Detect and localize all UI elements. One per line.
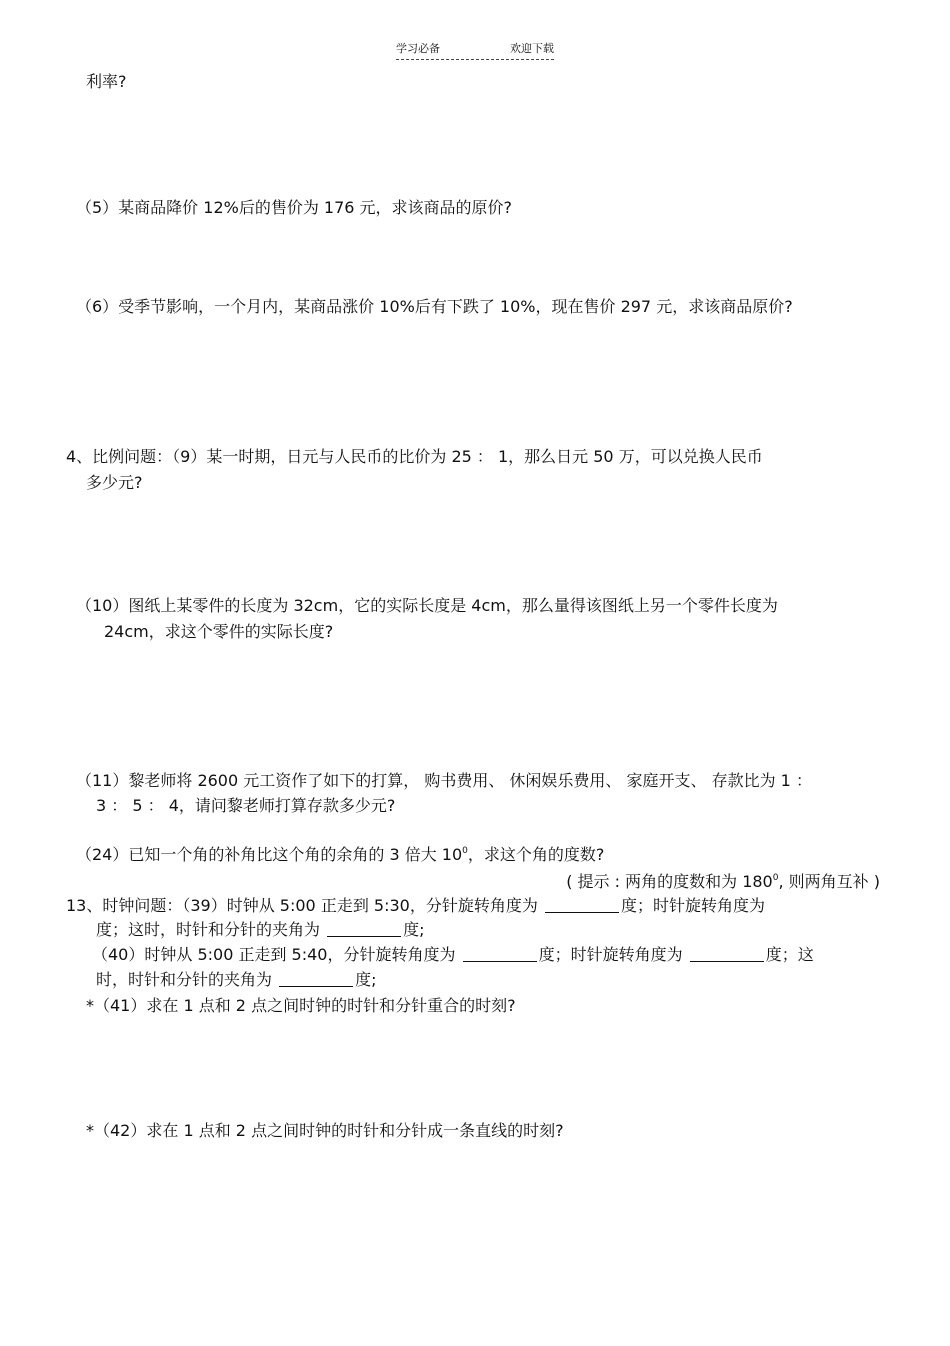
question-11: （11）黎老师将 2600 元工资作了如下的打算， 购书费用、 休闲娱乐费用、 家庭开支、 存款比为 1 ： bbox=[76, 771, 812, 790]
header-right-text: 欢迎下载 bbox=[510, 42, 554, 55]
hint-text-a: ( 提示 : 两角的度数和为 180 bbox=[566, 872, 773, 891]
question-24-text-b: ，求这个角的度数? bbox=[467, 845, 605, 864]
question-24-text-a: （24）已知一个角的补角比这个角的余角的 3 倍大 10 bbox=[76, 845, 463, 864]
answer-blank-q39-angle[interactable] bbox=[327, 921, 401, 937]
question-41: *（41）求在 1 点和 2 点之间时钟的时针和分针重合的时刻? bbox=[86, 996, 516, 1015]
degree-superscript: 0 bbox=[462, 846, 468, 856]
answer-blank-q39-minute[interactable] bbox=[545, 897, 619, 913]
q39-text-c: 度；这时，时针和分针的夹角为 bbox=[96, 920, 321, 939]
q40-text-c: 度；这 bbox=[765, 945, 814, 964]
text-line-interest: 利率? bbox=[86, 72, 127, 91]
q40-text-e: 度; bbox=[355, 970, 377, 989]
section-4-question-9: 4、比例问题：（9）某一时期，日元与人民币的比价为 25 ： 1，那么日元 50 万，可以兑换人民币 bbox=[66, 447, 763, 466]
question-10-continued: 24cm，求这个零件的实际长度? bbox=[104, 622, 334, 641]
question-42: *（42）求在 1 点和 2 点之间时钟的时针和分针成一条直线的时刻? bbox=[86, 1121, 564, 1140]
q40-text-a: （40）时钟从 5:00 正走到 5:40，分针旋转角度为 bbox=[92, 945, 456, 964]
hint-text-b: , 则两角互补 ) bbox=[778, 872, 880, 891]
question-40-continued bbox=[96, 970, 377, 990]
q40-text-b: 度；时针旋转角度为 bbox=[538, 945, 683, 964]
question-11-continued: 3 ： 5 ： 4，请问黎老师打算存款多少元? bbox=[96, 796, 396, 815]
question-40 bbox=[92, 945, 814, 965]
question-39-continued bbox=[96, 920, 425, 940]
question-10: （10）图纸上某零件的长度为 32cm，它的实际长度是 4cm，那么量得该图纸上另一个零件长度为 bbox=[76, 596, 778, 615]
question-5: （5）某商品降价 12%后的售价为 176 元，求该商品的原价? bbox=[76, 198, 513, 217]
hint-line bbox=[566, 872, 880, 892]
answer-blank-q40-minute[interactable] bbox=[463, 946, 537, 962]
section-13-question-39 bbox=[66, 896, 765, 916]
hint-degree-superscript: 0 bbox=[772, 873, 779, 883]
q39-text-a: 13、时钟问题：（39）时钟从 5:00 正走到 5:30，分针旋转角度为 bbox=[66, 896, 538, 915]
answer-blank-q40-hour[interactable] bbox=[690, 946, 764, 962]
q40-text-d: 时，时针和分针的夹角为 bbox=[96, 970, 273, 989]
answer-blank-q40-angle[interactable] bbox=[279, 971, 353, 987]
question-6: （6）受季节影响，一个月内，某商品涨价 10%后有下跌了 10%，现在售价 297 元，求该商品原价? bbox=[76, 297, 793, 316]
question-24 bbox=[76, 845, 604, 865]
question-9-continued: 多少元? bbox=[86, 473, 143, 492]
q39-text-b: 度；时针旋转角度为 bbox=[620, 896, 765, 915]
page-header bbox=[396, 40, 554, 60]
q39-text-d: 度; bbox=[403, 920, 425, 939]
header-left-text: 学习必备 bbox=[396, 42, 440, 55]
